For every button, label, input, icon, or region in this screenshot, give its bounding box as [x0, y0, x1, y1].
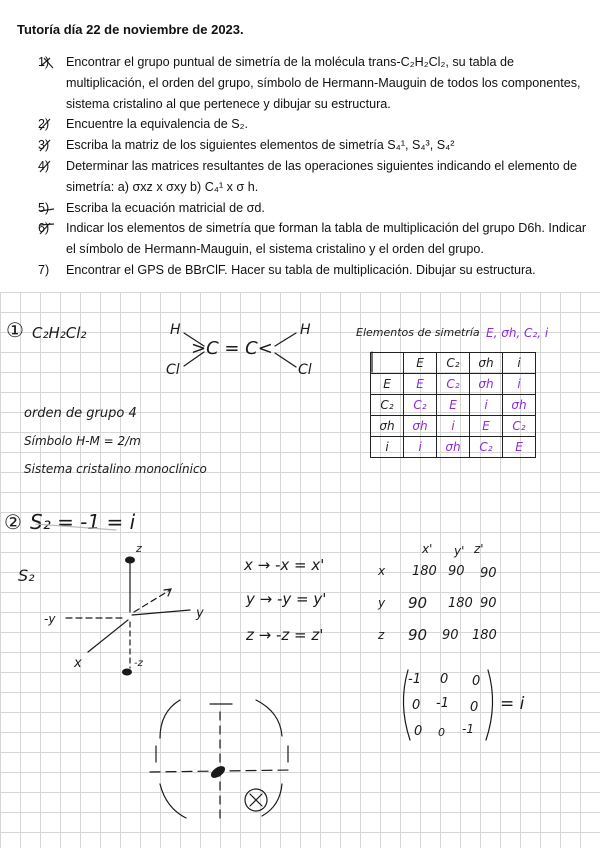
q2-label: ② [4, 510, 22, 534]
equation-y: y → -y = y' [246, 590, 327, 608]
angle-cell: 180 [448, 596, 473, 611]
task-number: 5) [38, 200, 50, 215]
task-number: 1) [38, 55, 50, 69]
s2-equation: S₂ = -1 = i [30, 510, 136, 534]
task-number: 4) [38, 158, 50, 173]
task-item [38, 156, 588, 198]
table-cell: C₂ [437, 374, 470, 395]
molecule-cl-bottom-right: Cl [298, 362, 312, 378]
table-cell: i [503, 374, 536, 395]
task-item [38, 198, 588, 219]
table-cell: i [437, 416, 470, 437]
task-number: 3) [38, 138, 50, 153]
task-text: Indicar los elementos de simetría que forman la tabla de multiplicación del grupo D6h. Indicar el símbolo de Hermann-Mauguin, el sistema cristalino y el orden del grupo. [66, 221, 587, 257]
angle-cell: 180 [472, 628, 497, 643]
task-item [38, 52, 588, 114]
angle-cell: 90 [480, 566, 497, 581]
task-list [38, 52, 588, 281]
table-cell: i [470, 395, 503, 416]
table-cell: E [470, 416, 503, 437]
table-cell: C₂ [503, 416, 536, 437]
molecule-h-top-left: H [170, 322, 181, 338]
q1-label: ① [6, 318, 24, 342]
table-cell: E [437, 395, 470, 416]
table-cell: σh [437, 437, 470, 458]
table-row [371, 395, 536, 416]
matrix-cell: 0 [412, 698, 421, 713]
angle-cell: 90 [480, 596, 497, 611]
task-item [38, 260, 588, 281]
table-row [371, 416, 536, 437]
hm-symbol: Símbolo H-M = 2/m [24, 434, 141, 448]
matrix-cell: 0 [440, 672, 449, 687]
table-cell [371, 353, 404, 374]
task-text: Encontrar el GPS de BBrClF. Hacer su tabla de multiplicación. Dibujar su estructura. [66, 262, 536, 277]
task-number: 6) [38, 221, 50, 236]
angle-header-z: z' [474, 542, 484, 556]
task-text: Escriba la matriz de los siguientes elementos de simetría S₄¹, S₄³, S₄² [66, 138, 455, 153]
angle-row-label: x [378, 564, 386, 578]
equation-x: x → -x = x' [244, 556, 325, 574]
angle-row-label: y [378, 596, 386, 610]
table-row [371, 353, 536, 374]
molecule-h-top-right: H [300, 322, 311, 338]
task-item [38, 218, 588, 260]
angle-cell: 90 [442, 628, 459, 643]
matrix-cell: 0 [438, 726, 445, 739]
angle-cell: 180 [412, 564, 437, 579]
s2-side-label: S₂ [18, 566, 35, 585]
matrix-cell: 0 [472, 674, 481, 689]
axis-y-left: -y [44, 612, 56, 626]
table-cell: i [503, 353, 536, 374]
angle-row-label: z [378, 628, 385, 642]
angle-cell: 90 [408, 626, 428, 644]
table-cell: C₂ [404, 395, 437, 416]
angle-header-x: x' [422, 542, 433, 556]
molecule-double-bond: >C = C< [191, 338, 273, 359]
matrix-cell: -1 [462, 722, 474, 736]
document-title: Tutoría día 22 de noviembre de 2023. [17, 22, 244, 37]
elements-label: Elementos de simetría [356, 326, 480, 339]
table-cell: E [404, 353, 437, 374]
formula: C₂H₂Cl₂ [32, 324, 87, 342]
table-row [371, 374, 536, 395]
table-cell: E [503, 437, 536, 458]
task-item [38, 114, 588, 135]
task-text: Encuentre la equivalencia de S₂. [66, 117, 249, 132]
task-item [38, 135, 588, 156]
table-cell: σh [470, 374, 503, 395]
crystal-system: Sistema cristalino monoclínico [24, 462, 207, 476]
angle-header-y: y' [454, 544, 465, 558]
table-cell: σh [470, 353, 503, 374]
table-cell: i [404, 437, 437, 458]
table-cell: C₂ [437, 353, 470, 374]
table-cell: E [371, 374, 404, 395]
axis-z-bottom: -z [134, 658, 143, 669]
group-order: orden de grupo 4 [24, 406, 137, 421]
table-cell: i [371, 437, 404, 458]
matrix-cell: 0 [414, 724, 423, 739]
molecule-cl-bottom-left: Cl [166, 362, 180, 378]
table-cell: σh [371, 416, 404, 437]
multiplication-table [370, 352, 536, 458]
equation-z: z → -z = z' [246, 626, 324, 644]
table-row [371, 437, 536, 458]
task-text: Determinar las matrices resultantes de las operaciones siguientes indicando el elemento de simetría: a) σxz x σxy b) C₄¹ x σ h. [66, 158, 578, 194]
elements-list: E, σh, C₂, i [486, 326, 549, 340]
table-cell: E [404, 374, 437, 395]
angle-cell: 90 [408, 594, 428, 612]
matrix-result: = i [500, 694, 525, 714]
axis-y-right: y [196, 606, 204, 621]
task-number: 7) [38, 262, 50, 277]
task-text: Encontrar el grupo puntual de simetría de la molécula trans-C₂H₂Cl₂, su tabla de multiplicación, el orden del grupo, símbolo de Hermann-Mauguin de todos los componentes, sistema cristalino al que pertenece y dibujar su estructura. [66, 55, 581, 111]
axis-z-top: z [136, 542, 142, 555]
angle-cell: 90 [448, 564, 465, 579]
matrix-cell: 0 [470, 700, 479, 715]
matrix-cell: -1 [436, 696, 449, 711]
task-number: 2) [38, 117, 50, 132]
table-cell: σh [404, 416, 437, 437]
table-cell: C₂ [470, 437, 503, 458]
matrix-cell: -1 [408, 672, 421, 687]
table-cell: C₂ [371, 395, 404, 416]
table-cell: σh [503, 395, 536, 416]
axis-x: x [74, 656, 82, 671]
task-text: Escriba la ecuación matricial de σd. [66, 200, 265, 215]
